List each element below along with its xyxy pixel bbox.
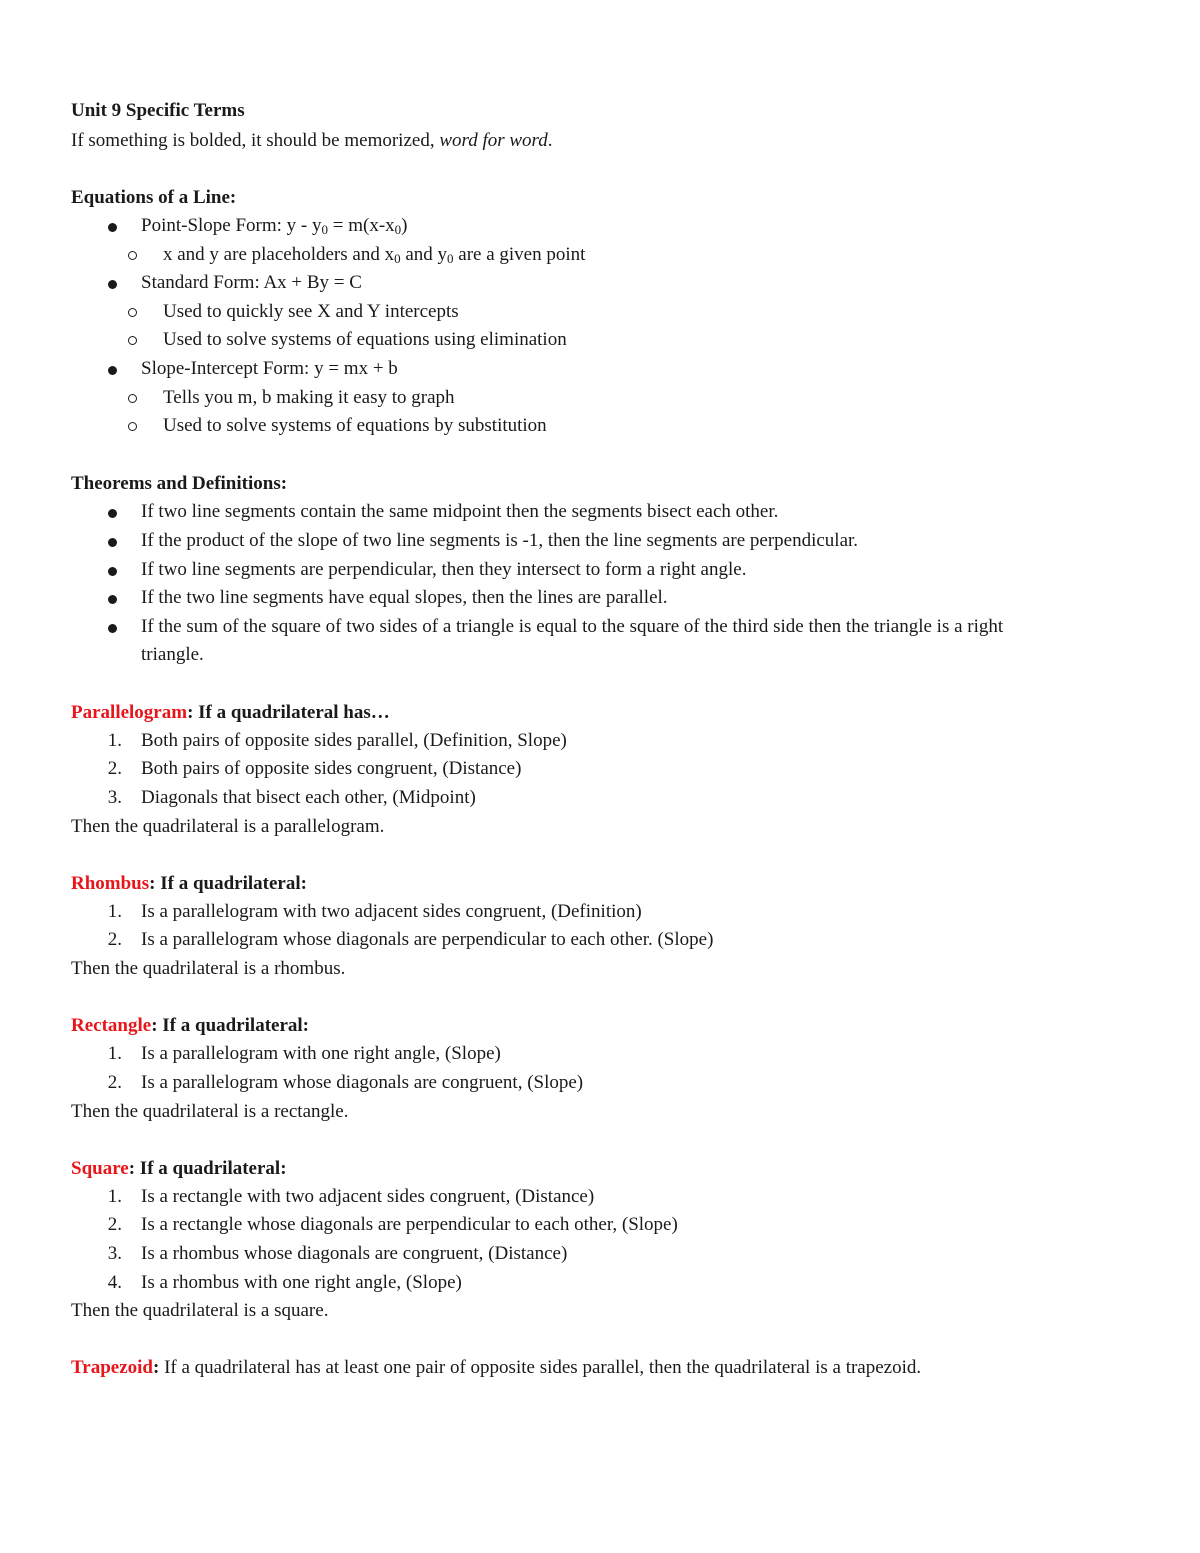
rhombus-heading xyxy=(71,872,307,896)
parallelogram-heading xyxy=(71,701,390,725)
list-number: 2. xyxy=(107,1072,122,1093)
rectangle-heading xyxy=(71,1014,309,1038)
square-term: Square xyxy=(71,1158,129,1179)
square-conclusion: Then the quadrilateral is a square. xyxy=(71,1300,329,1321)
parallelogram-rest: : If a quadrilateral has… xyxy=(187,702,390,723)
rectangle-item: Is a parallelogram with one right angle, (Slope) xyxy=(141,1043,501,1064)
circle-bullet-icon xyxy=(128,336,137,345)
square-item: Is a rectangle whose diagonals are perpendicular to each other, (Slope) xyxy=(141,1214,678,1235)
standard-note: Used to quickly see X and Y intercepts xyxy=(163,301,459,322)
theorem-item: If the sum of the square of two sides of a triangle is equal to the square of the third side then the triangle is a right xyxy=(141,616,1004,637)
rhombus-item: Is a parallelogram with two adjacent sides congruent, (Definition) xyxy=(141,901,642,922)
list-number: 2. xyxy=(107,758,122,779)
rectangle-rest: : If a quadrilateral: xyxy=(151,1015,309,1036)
list-number: 1. xyxy=(107,1043,122,1064)
bullet-icon xyxy=(108,366,117,375)
theorem-item: If two line segments are perpendicular, then they intersect to form a right angle. xyxy=(141,559,747,580)
list-number: 2. xyxy=(107,929,122,950)
bullet-icon xyxy=(108,538,117,547)
bullet-icon xyxy=(108,509,117,518)
circle-bullet-icon xyxy=(128,251,137,260)
parallelogram-conclusion: Then the quadrilateral is a parallelogram. xyxy=(71,816,385,837)
intro-end: . xyxy=(547,130,553,151)
slope-intercept-note: Tells you m, b making it easy to graph xyxy=(163,387,455,408)
standard-form: Standard Form: Ax + By = C xyxy=(141,272,362,293)
page-title: Unit 9 Specific Terms xyxy=(71,100,245,121)
square-rest: : If a quadrilateral: xyxy=(128,1158,287,1179)
list-number: 4. xyxy=(107,1272,122,1293)
intro-line xyxy=(71,129,553,153)
parallelogram-item: Diagonals that bisect each other, (Midpoint) xyxy=(141,787,476,808)
intro-italic: word for word xyxy=(439,130,548,151)
circle-bullet-icon xyxy=(128,422,137,431)
list-number: 1. xyxy=(107,1186,122,1207)
list-number: 2. xyxy=(107,1214,122,1235)
square-item: Is a rectangle with two adjacent sides congruent, (Distance) xyxy=(141,1186,595,1207)
rectangle-term: Rectangle xyxy=(71,1015,152,1036)
theorem-item: If the product of the slope of two line segments is -1, then the line segments are perpendicular. xyxy=(141,530,859,551)
equations-heading: Equations of a Line: xyxy=(71,187,237,208)
note-text-a: x and y are placeholders and x xyxy=(163,244,395,265)
point-slope-text-c: ) xyxy=(401,215,408,236)
bullet-icon xyxy=(108,280,117,289)
theorem-item: If two line segments contain the same midpoint then the segments bisect each other. xyxy=(141,501,779,522)
list-number: 1. xyxy=(107,730,122,751)
subscript: 0 xyxy=(321,222,329,237)
rhombus-rest: : If a quadrilateral: xyxy=(149,873,307,894)
subscript: 0 xyxy=(394,222,402,237)
parallelogram-item: Both pairs of opposite sides parallel, (Definition, Slope) xyxy=(141,730,567,751)
trapezoid-colon: : xyxy=(152,1357,160,1378)
standard-note: Used to solve systems of equations using elimination xyxy=(163,329,567,350)
theorems-heading: Theorems and Definitions: xyxy=(71,473,288,494)
bullet-icon xyxy=(108,567,117,576)
point-slope-form xyxy=(141,214,408,238)
subscript: 0 xyxy=(447,251,454,266)
parallelogram-item: Both pairs of opposite sides congruent, (Distance) xyxy=(141,758,522,779)
bullet-icon xyxy=(108,223,117,232)
square-heading xyxy=(71,1157,287,1181)
bullet-icon xyxy=(108,624,117,633)
point-slope-text-a: Point-Slope Form: y - y xyxy=(141,215,322,236)
point-slope-note xyxy=(163,243,585,267)
bullet-icon xyxy=(108,595,117,604)
rectangle-conclusion: Then the quadrilateral is a rectangle. xyxy=(71,1101,349,1122)
slope-intercept-form: Slope-Intercept Form: y = mx + b xyxy=(141,358,398,379)
rhombus-item: Is a parallelogram whose diagonals are perpendicular to each other. (Slope) xyxy=(141,929,714,950)
trapezoid-line xyxy=(71,1356,921,1380)
square-item: Is a rhombus with one right angle, (Slope) xyxy=(141,1272,462,1293)
slope-intercept-note: Used to solve systems of equations by substitution xyxy=(163,415,547,436)
intro-text: If something is bolded, it should be memorized, xyxy=(71,130,440,151)
rhombus-term: Rhombus xyxy=(71,873,150,894)
note-text-c: are a given point xyxy=(453,244,586,265)
circle-bullet-icon xyxy=(128,308,137,317)
rectangle-item: Is a parallelogram whose diagonals are congruent, (Slope) xyxy=(141,1072,584,1093)
parallelogram-term: Parallelogram xyxy=(71,702,188,723)
square-item: Is a rhombus whose diagonals are congruent, (Distance) xyxy=(141,1243,568,1264)
note-text-b: and y xyxy=(400,244,448,265)
point-slope-text-b: = m(x-x xyxy=(328,215,395,236)
subscript: 0 xyxy=(394,251,401,266)
list-number: 3. xyxy=(107,1243,122,1264)
circle-bullet-icon xyxy=(128,394,137,403)
theorem-item: If the two line segments have equal slopes, then the lines are parallel. xyxy=(141,587,668,608)
trapezoid-term: Trapezoid xyxy=(71,1357,153,1378)
trapezoid-rest: If a quadrilateral has at least one pair of opposite sides parallel, then the quadrilateral is a trapezoid. xyxy=(159,1357,922,1378)
list-number: 3. xyxy=(107,787,122,808)
rhombus-conclusion: Then the quadrilateral is a rhombus. xyxy=(71,958,346,979)
list-number: 1. xyxy=(107,901,122,922)
theorem-item-continued: triangle. xyxy=(141,644,204,665)
